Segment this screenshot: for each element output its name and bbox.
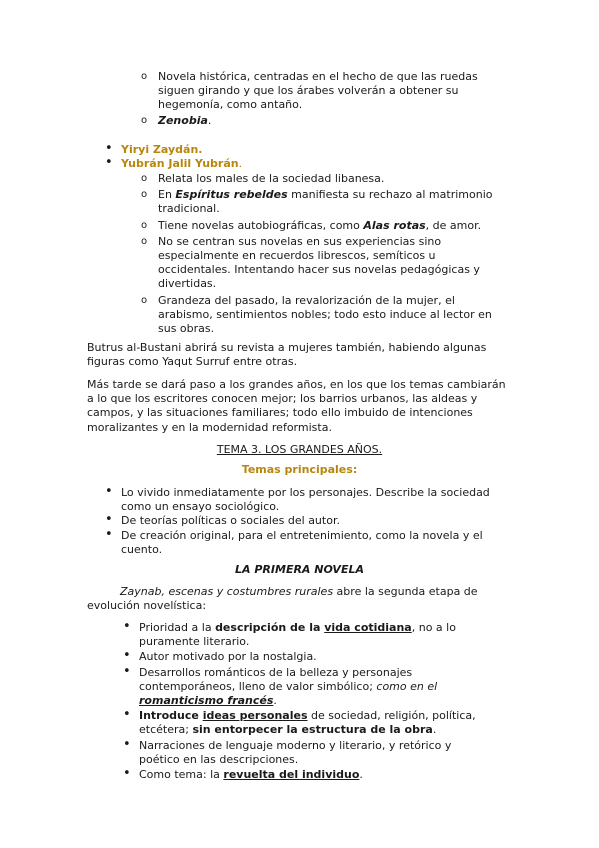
list-item: • Autor motivado por la nostalgia. <box>123 648 317 664</box>
list-item: • De teorías políticas o sociales del autor. <box>105 512 340 528</box>
list-item: • Narraciones de lenguaje moderno y literario, y retórico y poético en las descripciones. <box>123 736 452 766</box>
list-item: o Relata los males de la sociedad libanesa. <box>141 172 385 185</box>
list-item: • Desarrollos románticos de la belleza y personajes contemporáneos, lleno de valor simbólico; como en el romanticismo francés. <box>123 663 438 708</box>
list-item: o No se centran sus novelas en sus experiencias sino especialmente en recuerdos librescos, semíticos u occidentales. Intentando hacer sus novelas pedagógicas y divertidas. <box>141 234 480 291</box>
list-item: o Tiene novelas autobiográficas, como Alas rotas, de amor. <box>141 218 482 232</box>
section-heading: TEMA 3. LOS GRANDES AÑOS. <box>216 443 383 456</box>
list-item: o Novela histórica, centradas en el hecho de que las ruedas siguen girando y que los árabes volverán a obtener su hegemonía, como antaño. <box>141 70 478 112</box>
author-item: • Yiryi Zaydán. <box>105 141 203 156</box>
yubran-sublist <box>141 172 501 336</box>
list-item: • Lo vivido inmediatamente por los personajes. Describe la sociedad como un ensayo sociológico. <box>105 484 490 514</box>
authors-list <box>104 143 524 171</box>
author-name: Yubrán Jalil Yubrán <box>121 157 239 171</box>
list-item: o Zenobia. <box>141 113 212 127</box>
author-item: • Yubrán Jalil Yubrán. <box>105 155 243 171</box>
temas-list <box>104 486 499 557</box>
list-item: o Grandeza del pasado, la revalorización de la mujer, el arabismo, sentimientos nobles; todo esto induce al lector en sus obras. <box>141 293 492 336</box>
top-sublist <box>141 70 501 128</box>
paragraph: Más tarde se dará paso a los grandes años, en los que los temas cambiarán a lo que los escritores conocen mejor; los barrios urbanos, las aldeas y campos, y las situaciones familiares; todo ello imbuido de intenciones moralizantes y en la modernidad reformista. <box>87 378 506 434</box>
list-item: o En Espíritus rebeldes manifiesta su rechazo al matrimonio tradicional. <box>141 188 493 216</box>
list-item: • Prioridad a la descripción de la vida cotidiana, no a lo puramente literario. <box>123 619 456 649</box>
subsection-heading: Temas principales: <box>241 463 358 476</box>
list-item: • Como tema: la revuelta del individuo. <box>123 766 363 782</box>
list-item: • Introduce ideas personales de sociedad, religión, política, etcétera; sin entorpecer la estructura de la obra. <box>123 707 476 737</box>
work-title: Zenobia <box>158 113 208 127</box>
sublist-text: Novela histórica, centradas en el hecho de que las ruedas siguen girando y que los árabes volverán a obtener su hegemonía, como antaño. <box>158 70 478 112</box>
subsection-heading: LA PRIMERA NOVELA <box>235 563 364 576</box>
list-item: • De creación original, para el entretenimiento, como la novela y el cuento. <box>105 526 483 556</box>
paragraph: Zaynab, escenas y costumbres rurales abre la segunda etapa de evolución novelística: <box>87 585 478 613</box>
author-name: Yiryi Zaydán <box>121 143 199 156</box>
paragraph: Butrus al-Bustani abrirá su revista a mujeres también, habiendo algunas figuras como Yaqut Surruf entre otras. <box>87 341 487 369</box>
novela-list <box>122 621 492 782</box>
